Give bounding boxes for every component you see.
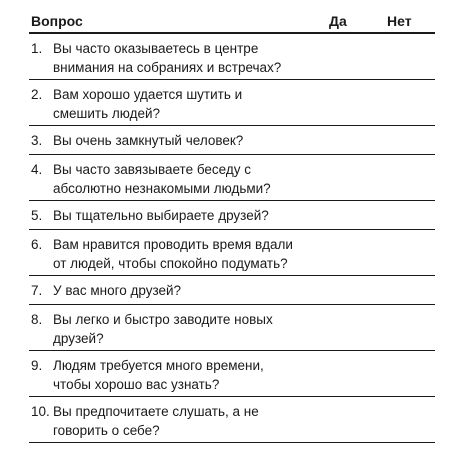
question-line: Людям требуется много времени, — [53, 358, 264, 373]
question-line: чтобы хорошо вас узнать? — [53, 377, 220, 392]
question-number: 10. — [31, 404, 50, 419]
question-line: Вы часто завязываете беседу с — [53, 162, 252, 177]
question-text — [53, 356, 323, 394]
question-number: 4. — [31, 162, 43, 177]
question-line: Вы часто оказываетесь в центре — [53, 41, 259, 56]
question-line: внимания на собраниях и встречах? — [53, 60, 282, 75]
question-number: 1. — [31, 41, 43, 56]
question-number: 7. — [31, 283, 43, 298]
table-header — [29, 10, 435, 34]
question-line: смешить людей? — [53, 106, 161, 121]
table-row — [29, 397, 435, 443]
table-row — [29, 230, 435, 276]
question-line: говорить о себе? — [53, 423, 160, 438]
question-line: Вам хорошо удается шутить и — [53, 87, 243, 102]
question-text — [53, 131, 323, 150]
question-line: друзей? — [53, 331, 104, 346]
question-text — [53, 160, 323, 198]
table-row — [29, 351, 435, 397]
question-text — [53, 402, 323, 440]
header-question: Вопрос — [31, 13, 83, 29]
questionnaire-table — [29, 10, 435, 443]
question-line: У вас много друзей? — [53, 283, 182, 298]
question-number: 6. — [31, 237, 43, 252]
question-text — [53, 235, 323, 273]
question-number: 5. — [31, 208, 43, 223]
question-line: Вы легко и быстро заводите новых — [53, 312, 273, 327]
header-no: Нет — [387, 13, 412, 29]
question-line: Вам нравится проводить время вдали — [53, 237, 293, 252]
question-text — [53, 206, 323, 225]
question-line: Вы тщательно выбираете друзей? — [53, 208, 269, 223]
question-list — [29, 34, 435, 443]
table-row — [29, 126, 435, 155]
question-text — [53, 85, 323, 123]
question-line: от людей, чтобы спокойно подумать? — [53, 256, 288, 271]
table-row — [29, 201, 435, 230]
table-row — [29, 276, 435, 305]
table-row — [29, 34, 435, 80]
table-row — [29, 155, 435, 201]
table-row — [29, 80, 435, 126]
table-row — [29, 305, 435, 351]
question-text — [53, 39, 323, 77]
question-line: Вы предпочитаете слушать, а не — [53, 404, 259, 419]
question-number: 9. — [31, 358, 43, 373]
question-line: абсолютно незнакомыми людьми? — [53, 181, 271, 196]
question-number: 8. — [31, 312, 43, 327]
question-number: 3. — [31, 133, 43, 148]
question-number: 2. — [31, 87, 43, 102]
question-text — [53, 281, 323, 300]
question-line: Вы очень замкнутый человек? — [53, 133, 244, 148]
question-text — [53, 310, 323, 348]
header-yes: Да — [329, 13, 347, 29]
